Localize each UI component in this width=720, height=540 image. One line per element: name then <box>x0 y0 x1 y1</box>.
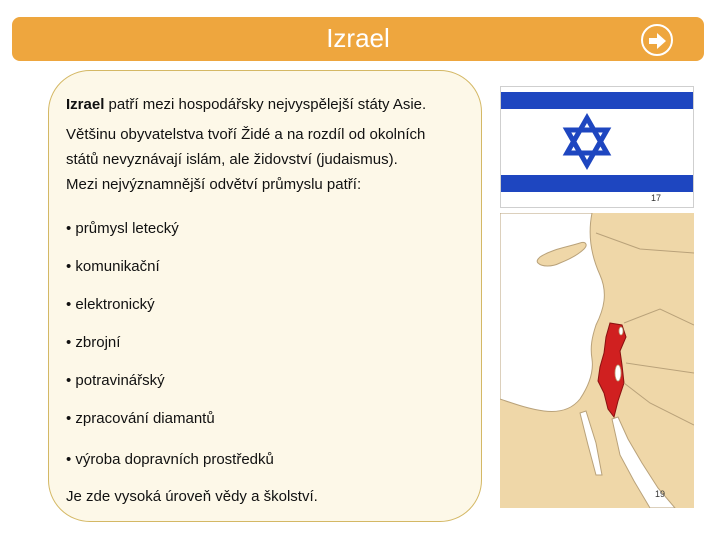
title-bar <box>12 17 704 61</box>
list-item: • komunikační <box>66 258 160 275</box>
page-title: Izrael <box>326 23 390 53</box>
dead-sea <box>615 365 621 381</box>
list-item: • zbrojní <box>66 334 121 351</box>
flag-slide-number: 17 <box>651 193 662 203</box>
map-slide-number: 19 <box>655 489 666 499</box>
list-item: • potravinářský <box>66 372 165 389</box>
list-item: • průmysl letecký <box>66 220 179 237</box>
flag-top-stripe <box>501 92 693 109</box>
sea-of-galilee <box>619 327 623 335</box>
israel-map-image <box>500 213 694 508</box>
list-item: • zpracování diamantů <box>66 410 215 427</box>
paragraph-line-2: Většinu obyvatelstva tvoří Židé a na rozdíl od okolních <box>66 126 426 143</box>
paragraph-line-3: států nevyznávají islám, ale židovství (judaismus). <box>66 151 398 168</box>
sea-area <box>500 213 604 412</box>
region-map <box>500 213 694 508</box>
israel-flag <box>501 87 693 207</box>
paragraph-line-1-rest: patří mezi hospodářsky nejvyspělejší státy Asie. <box>104 96 427 113</box>
closing-sentence: Je zde vysoká úroveň vědy a školství. <box>66 488 318 505</box>
list-item: • výroba dopravních prostředků <box>66 451 274 468</box>
paragraph-line-1 <box>66 96 426 113</box>
flag-bottom-stripe <box>501 175 693 192</box>
israel-flag-image <box>500 86 694 208</box>
country-name-bold: Izrael <box>66 96 105 113</box>
next-slide-button[interactable] <box>641 24 673 56</box>
list-item: • elektronický <box>66 296 155 313</box>
paragraph-line-4: Mezi nejvýznamnější odvětví průmyslu patří: <box>66 176 362 193</box>
arrow-right-icon <box>648 32 668 50</box>
